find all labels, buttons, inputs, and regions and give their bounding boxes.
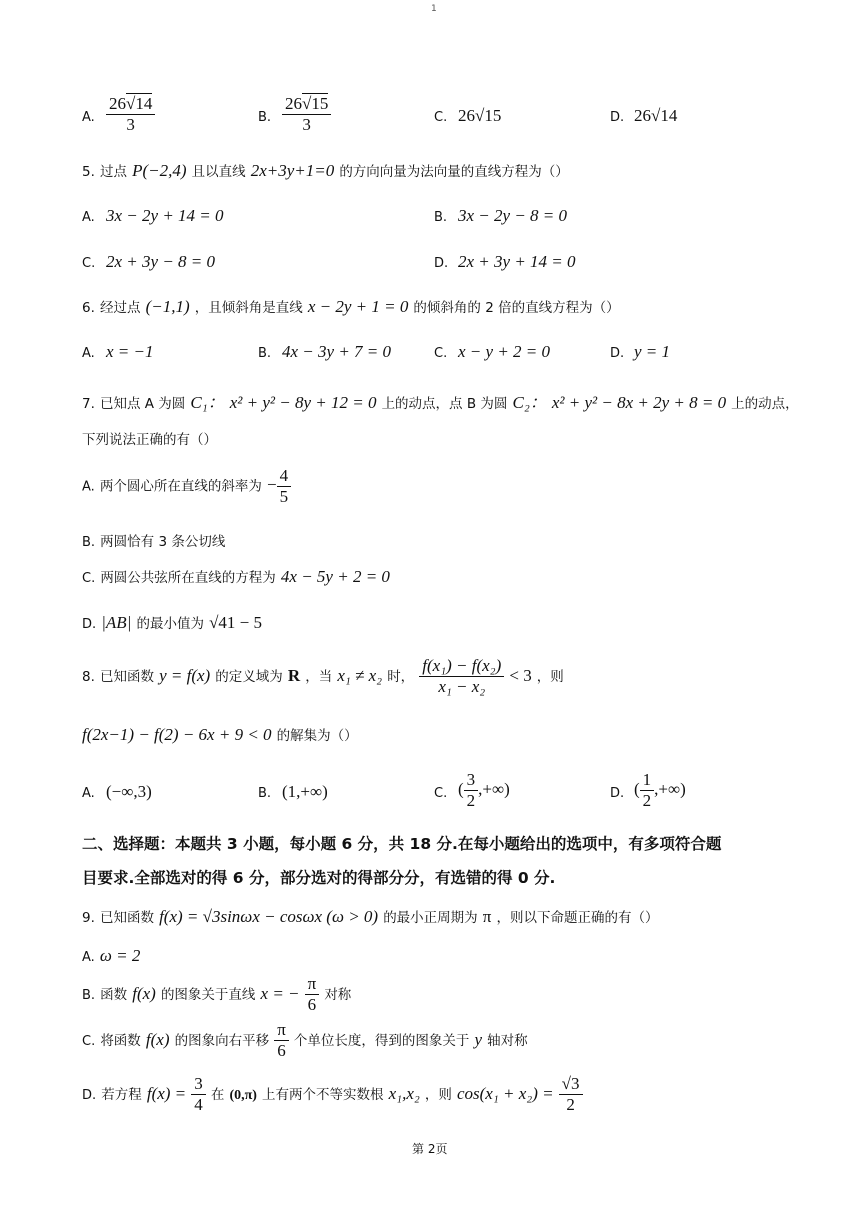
q4-option-b-label: B.: [258, 110, 272, 125]
q5-option-a-value: 3x − 2y + 14 = 0: [106, 206, 224, 225]
q6-option-c-label: C.: [434, 346, 448, 361]
q7-option-a: [82, 466, 291, 507]
q9-option-d-result: [559, 1074, 583, 1115]
q9-option-d-label: D.: [82, 1088, 97, 1103]
q8-ineq: < 3: [509, 666, 532, 685]
q4-option-c-label: C.: [434, 110, 448, 125]
q6-stem: [82, 296, 620, 317]
q4-option-d-value: 26√14: [634, 106, 678, 125]
q7-option-c-label: C.: [82, 571, 96, 586]
q8-fraction: [419, 656, 504, 697]
q9-option-d: [82, 1074, 583, 1115]
q4-option-d-label: D.: [610, 110, 625, 125]
q9-option-c-frac-den: 6: [277, 1041, 286, 1060]
q6-stem-a: 经过点: [99, 300, 141, 316]
q9-option-b-a: 函数: [100, 987, 128, 1003]
q7-option-c: [82, 566, 390, 587]
q8-cond: x₁ ≠ x₂: [337, 666, 383, 685]
q6-option-a-label: A.: [82, 346, 95, 361]
q8-option-b-value: (1,+∞): [282, 782, 328, 801]
q9-option-b-frac: [305, 974, 320, 1015]
q7-option-b-label: B.: [82, 535, 96, 550]
q9-option-c-f: f(x): [145, 1030, 170, 1049]
q7-option-b: [82, 530, 225, 550]
q9-option-c-frac: [274, 1020, 289, 1061]
q9-option-d-frac-num: 3: [191, 1074, 206, 1095]
q7-option-c-value: 4x − 5y + 2 = 0: [280, 567, 390, 586]
q5-stem-c: 的方向向量为法向量的直线方程为（）: [339, 164, 569, 180]
q5-stem-a: 过点: [99, 164, 127, 180]
q8-stem: [82, 656, 564, 697]
section-2-line-2: 目要求.全部选对的得 6 分，部分选对的得部分分，有选错的得 0 分.: [82, 869, 556, 887]
q5-stem-b: 且以直线: [191, 164, 246, 180]
q5-option-d-label: D.: [434, 256, 449, 271]
q9-option-a: [82, 946, 140, 966]
q7-option-d-text: 的最小值为: [136, 616, 204, 632]
q6-option-b-value: 4x − 3y + 7 = 0: [282, 342, 392, 361]
q9-option-b-label: B.: [82, 988, 96, 1003]
q9-period: π: [482, 907, 492, 926]
q9-number: 9.: [82, 910, 95, 926]
q9-option-d-interval: (0,π): [229, 1088, 257, 1103]
q9-stem-a: 已知函数: [99, 910, 154, 926]
q5-stem: [82, 160, 569, 181]
q8-option-a-label: A.: [82, 786, 95, 801]
q9-option-d-b: 在: [210, 1087, 225, 1103]
q9-option-b-f: f(x): [132, 984, 156, 1003]
q9-option-b-c: 对称: [324, 987, 352, 1003]
q7-c1: C₁：: [190, 393, 225, 412]
q8-stem-e: ，则: [536, 669, 564, 685]
q8-func: y = f(x): [159, 666, 211, 685]
q8-frac-den: x₁ − x₂: [438, 677, 486, 696]
q9-option-b: [82, 974, 351, 1015]
q5-line: 2x+3y+1=0: [250, 161, 335, 180]
q9-option-d-c: 上有两个不等实数根: [262, 1087, 384, 1103]
q9-option-d-a: 若方程: [101, 1087, 142, 1103]
q6-option-b-label: B.: [258, 346, 272, 361]
q8-option-c-label: C.: [434, 786, 448, 801]
q6-option-c-value: x − y + 2 = 0: [458, 342, 551, 361]
q4-option-b-value: $\frac{26√15}{3}$: [282, 94, 331, 135]
q7-option-d-value: √41 − 5: [209, 613, 262, 632]
q9-option-c-a: 将函数: [100, 1033, 141, 1049]
q6-point: (−1,1): [145, 297, 190, 316]
q8-domain: R: [287, 666, 301, 685]
q8-stem-f: 的解集为（）: [276, 728, 358, 744]
q9-option-d-f: f(x) =: [146, 1084, 187, 1103]
q9-option-d-roots: x₁,x₂: [388, 1084, 420, 1103]
page-header-mark: 1: [431, 4, 437, 14]
q5-option-c-value: 2x + 3y − 8 = 0: [106, 252, 216, 271]
q8-stem-c: ，当: [305, 669, 333, 685]
q7-stem-d: 下列说法正确的有（）: [82, 432, 217, 448]
q8-option-b-label: B.: [258, 786, 272, 801]
q8-number: 8.: [82, 669, 95, 685]
q9-option-d-frac-den: 4: [194, 1095, 203, 1114]
q9-stem-b: 的最小正周期为: [383, 910, 478, 926]
q4-option-a-value: $\frac{26√14}{3}$: [106, 94, 155, 135]
q6-option-d-label: D.: [610, 346, 625, 361]
q9-option-c-frac-num: π: [274, 1020, 289, 1041]
q7-c2: C₂：: [512, 393, 547, 412]
q7-option-a-value: − $\frac{4}{5}$: [267, 475, 291, 494]
q5-option-d-value: 2x + 3y + 14 = 0: [458, 252, 576, 271]
q7-eq2: x² + y² − 8x + 2y + 8 = 0: [551, 393, 727, 412]
q7-option-c-text: 两圆公共弦所在直线的方程为: [100, 570, 276, 586]
q4-option-a-label: A.: [82, 110, 95, 125]
q5-option-b-value: 3x − 2y − 8 = 0: [458, 206, 568, 225]
q9-option-d-cos: cos(x₁ + x₂) =: [456, 1084, 554, 1103]
q7-option-b-text: 两圆恰有 3 条公切线: [100, 534, 226, 550]
q9-option-c-d: 轴对称: [487, 1033, 528, 1049]
q6-option-d-value: y = 1: [634, 342, 671, 361]
q4-option-c-value: 26√15: [458, 106, 502, 125]
q9-stem-c: ，则以下命题正确的有（）: [496, 910, 659, 926]
q8-option-d-value: ( $\frac{1}{2}$ ,+∞): [634, 770, 686, 810]
q9-option-c: [82, 1020, 528, 1061]
q8-frac-num: f(x₁) − f(x₂): [419, 656, 504, 677]
q6-stem-b: ，且倾斜角是直线: [194, 300, 303, 316]
q7-option-d-label: D.: [82, 617, 97, 632]
q8-stem-d: 时，: [387, 669, 415, 685]
q9-option-d-d: ，则: [424, 1087, 452, 1103]
q8-option-c-value: ( $\frac{3}{2}$ ,+∞): [458, 770, 510, 810]
q5-number: 5.: [82, 164, 95, 180]
q9-option-b-frac-den: 6: [307, 995, 317, 1014]
q9-option-d-res-num: √3: [559, 1074, 583, 1095]
q9-option-b-frac-num: π: [305, 974, 320, 995]
q7-eq1: x² + y² − 8y + 12 = 0: [229, 393, 377, 412]
q7-stem-c: 上的动点，: [731, 396, 799, 412]
q5-point: P(−2,4): [132, 161, 187, 180]
q6-stem-c: 的倾斜角的 2 倍的直线方程为（）: [413, 300, 620, 316]
q9-option-d-frac: [191, 1074, 206, 1115]
q9-option-d-res-den: 2: [566, 1095, 575, 1114]
q9-option-c-b: 的图象向右平移: [174, 1033, 270, 1049]
q5-option-b-label: B.: [434, 210, 448, 225]
page-footer: 第 2页: [412, 1142, 448, 1156]
q7-stem-b: 上的动点，点 B 为圆: [381, 396, 508, 412]
q7-option-d: [82, 612, 262, 633]
q8-stem-b: 的定义域为: [215, 669, 283, 685]
q6-option-a-value: x = −1: [106, 342, 154, 361]
q7-number: 7.: [82, 396, 95, 412]
q9-option-c-c: 个单位长度，得到的图象关于: [293, 1033, 470, 1049]
q7-option-d-ab: |AB|: [101, 613, 132, 632]
q7-stem-a: 已知点 A 为圆: [99, 396, 186, 412]
q5-option-c-label: C.: [82, 256, 96, 271]
q8-stem-a: 已知函数: [99, 669, 154, 685]
q7-option-a-label: A.: [82, 479, 95, 495]
q8-stem-2: [82, 724, 358, 745]
q9-option-b-b: 的图象关于直线: [160, 987, 256, 1003]
q6-number: 6.: [82, 300, 95, 316]
q9-option-c-label: C.: [82, 1034, 96, 1049]
q9-option-b-x: x = −: [260, 984, 300, 1003]
q9-stem: [82, 906, 658, 927]
q9-option-a-label: A.: [82, 950, 95, 965]
q9-func: f(x) = √3sinωx − cosωx (ω > 0): [159, 907, 379, 926]
q6-line: x − 2y + 1 = 0: [307, 297, 409, 316]
q9-option-c-y: y: [474, 1030, 483, 1049]
q7-stem: [82, 388, 799, 413]
q8-option-d-label: D.: [610, 786, 625, 801]
q7-option-a-text: 两个圆心所在直线的斜率为: [99, 478, 262, 495]
q8-ineq2: f(2x−1) − f(2) − 6x + 9 < 0: [82, 725, 272, 744]
q5-option-a-label: A.: [82, 210, 95, 225]
q8-option-a-value: (−∞,3): [106, 782, 152, 801]
q9-option-a-value: ω = 2: [99, 946, 141, 965]
section-2-line-1: 二、选择题：本题共 3 小题，每小题 6 分，共 18 分.在每小题给出的选项中，有多项符合题: [82, 835, 722, 853]
